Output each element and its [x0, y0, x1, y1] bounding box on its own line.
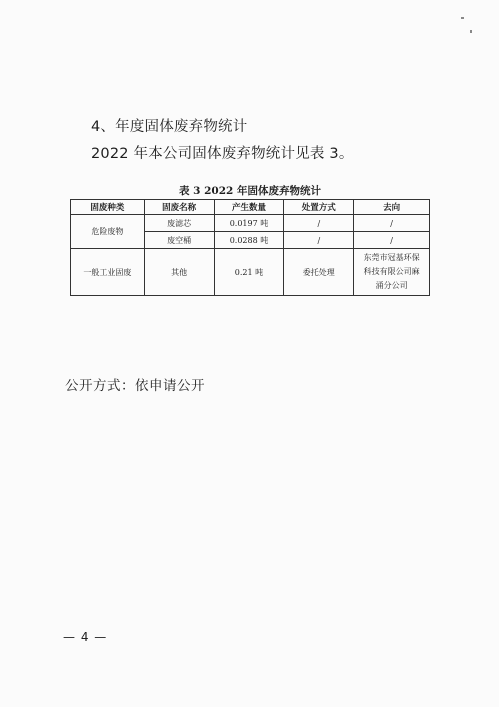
table-row	[71, 249, 430, 296]
header-destination: 去向	[354, 200, 430, 215]
table-caption: 表 3 2022 年固体废弃物统计	[179, 185, 321, 197]
destination-line: 东莞市冠基环保	[363, 253, 420, 262]
destination-cell: /	[354, 232, 430, 249]
method-cell: 委托处理	[284, 249, 354, 296]
name-cell: 其他	[144, 249, 214, 296]
scan-speck	[470, 30, 472, 33]
name-cell: 废滤芯	[144, 215, 214, 232]
destination-cell	[354, 249, 430, 296]
header-category: 固废种类	[71, 200, 145, 215]
disclosure-method: 公开方式：依申请公开	[65, 378, 205, 394]
waste-statistics-table	[70, 199, 430, 296]
table-header-row	[71, 200, 430, 215]
section-text: 2022 年本公司固体废弃物统计见表 3。	[91, 146, 354, 162]
category-cell: 一般工业固废	[71, 249, 145, 296]
section-heading: 4、年度固体废弃物统计	[91, 119, 248, 135]
destination-line: 科技有限公司麻	[363, 267, 420, 276]
page-number: — 4 —	[63, 630, 108, 644]
name-cell: 废空桶	[144, 232, 214, 249]
quantity-cell: 0.21 吨	[214, 249, 284, 296]
category-cell: 危险废物	[71, 215, 145, 249]
method-cell: /	[284, 215, 354, 232]
destination-line: 涌分公司	[375, 281, 408, 290]
header-method: 处置方式	[284, 200, 354, 215]
destination-cell: /	[354, 215, 430, 232]
table-row	[71, 215, 430, 232]
scan-speck	[461, 17, 464, 19]
header-name: 固废名称	[144, 200, 214, 215]
header-quantity: 产生数量	[214, 200, 284, 215]
quantity-cell: 0.0288 吨	[214, 232, 284, 249]
method-cell: /	[284, 232, 354, 249]
quantity-cell: 0.0197 吨	[214, 215, 284, 232]
